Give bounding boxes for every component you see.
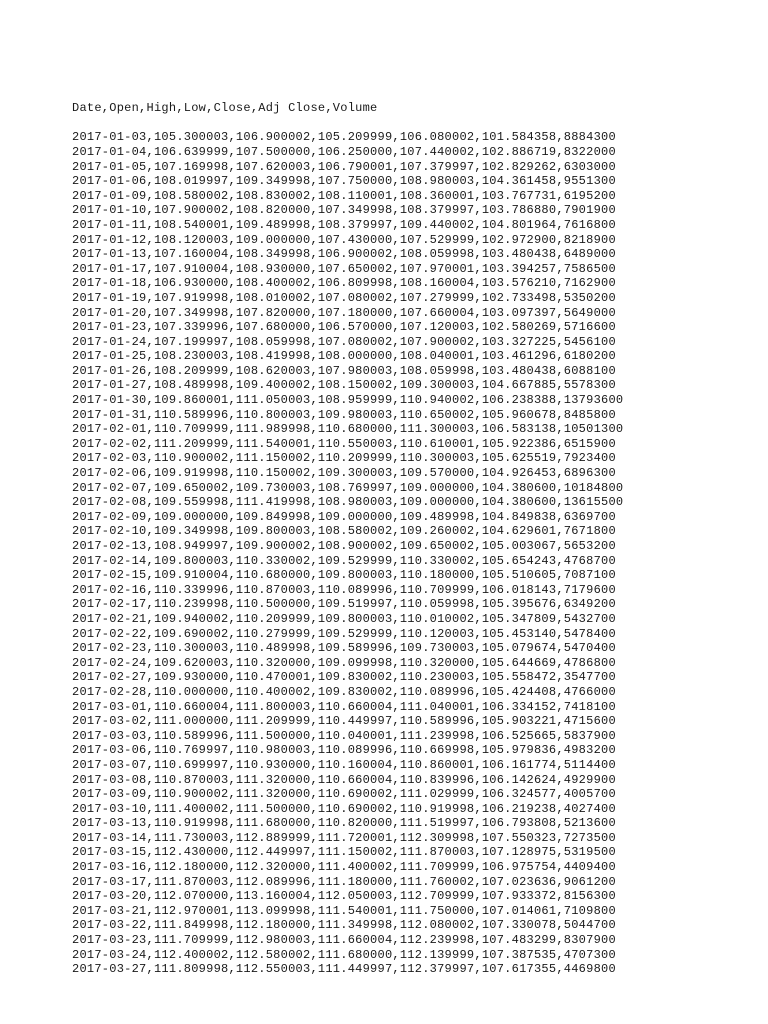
csv-data-row: 2017-02-16,110.339996,110.870003,110.089996,110.709999,106.018143,7179600 [72, 582, 616, 597]
csv-data-row: 2017-02-08,109.559998,111.419998,108.980003,109.000000,104.380600,13615500 [72, 495, 624, 510]
csv-data-row: 2017-02-21,109.940002,110.209999,109.800003,110.010002,105.347809,5432700 [72, 611, 616, 626]
csv-data-row: 2017-03-10,111.400002,111.500000,110.690002,110.919998,106.219238,4027400 [72, 801, 616, 816]
csv-data-row: 2017-03-08,110.870003,111.320000,110.660004,110.839996,106.142624,4929900 [72, 772, 616, 787]
csv-data-row: 2017-01-18,106.930000,108.400002,106.809998,108.160004,103.576210,7162900 [72, 276, 616, 291]
csv-data-row: 2017-01-26,108.209999,108.620003,107.980003,108.059998,103.480438,6088100 [72, 363, 616, 378]
csv-data-row: 2017-01-04,106.639999,107.500000,106.250000,107.440002,102.886719,8322000 [72, 144, 616, 159]
csv-data-row: 2017-02-17,110.239998,110.500000,109.519997,110.059998,105.395676,6349200 [72, 597, 616, 612]
csv-data-row: 2017-02-01,110.709999,111.989998,110.680000,111.300003,106.583138,10501300 [72, 422, 624, 437]
csv-data-row: 2017-01-24,107.199997,108.059998,107.080002,107.900002,103.327225,5456100 [72, 334, 616, 349]
csv-document [72, 72, 623, 977]
csv-data-row: 2017-01-31,110.589996,110.800003,109.980003,110.650002,105.960678,8485800 [72, 407, 616, 422]
csv-data-row: 2017-02-06,109.919998,110.150002,109.300003,109.570000,104.926453,6896300 [72, 466, 616, 481]
csv-data-row: 2017-03-01,110.660004,111.800003,110.660004,111.040001,106.334152,7418100 [72, 699, 616, 714]
csv-data-row: 2017-02-15,109.910004,110.680000,109.800003,110.180000,105.510605,7087100 [72, 568, 616, 583]
csv-data-row: 2017-01-27,108.489998,109.400002,108.150002,109.300003,104.667885,5578300 [72, 378, 616, 393]
csv-data-row: 2017-01-11,108.540001,109.489998,108.379997,109.440002,104.801964,7616800 [72, 217, 616, 232]
csv-data-row: 2017-02-07,109.650002,109.730003,108.769997,109.000000,104.380600,10184800 [72, 480, 624, 495]
csv-data-row: 2017-03-13,110.919998,111.680000,110.820000,111.519997,106.793808,5213600 [72, 816, 616, 831]
csv-data-row: 2017-02-14,109.800003,110.330002,109.529999,110.330002,105.654243,4768700 [72, 553, 616, 568]
csv-data-row: 2017-01-03,105.300003,106.900002,105.209999,106.080002,101.584358,8884300 [72, 130, 616, 145]
csv-data-row: 2017-02-27,109.930000,110.470001,109.830002,110.230003,105.558472,3547700 [72, 670, 616, 685]
csv-data-row: 2017-02-13,108.949997,109.900002,108.900002,109.650002,105.003067,5653200 [72, 539, 616, 553]
csv-data-row: 2017-02-22,109.690002,110.279999,109.529999,110.120003,105.453140,5478400 [72, 626, 616, 641]
csv-data-row: 2017-01-19,107.919998,108.010002,107.080002,107.279999,102.733498,5350200 [72, 290, 616, 305]
csv-data-row: 2017-02-23,110.300003,110.489998,109.589996,109.730003,105.079674,5470400 [72, 641, 616, 656]
csv-data-row: 2017-02-10,109.349998,109.800003,108.580002,109.260002,104.629601,7671800 [72, 524, 616, 539]
csv-data-row: 2017-03-17,111.870003,112.089996,111.180000,111.760002,107.023636,9061200 [72, 874, 616, 889]
csv-data-row: 2017-01-20,107.349998,107.820000,107.180000,107.660004,103.097397,5649000 [72, 305, 616, 320]
csv-data-row: 2017-03-24,112.400002,112.580002,111.680000,112.139999,107.387535,4707300 [72, 947, 616, 962]
csv-data-row: 2017-03-21,112.970001,113.099998,111.540001,111.750000,107.014061,7109800 [72, 903, 616, 918]
csv-data-row: 2017-01-17,107.910004,108.930000,107.650002,107.970001,103.394257,7586500 [72, 261, 616, 276]
csv-data-row: 2017-03-23,111.709999,112.980003,111.660004,112.239998,107.483299,8307900 [72, 933, 616, 948]
csv-data-row: 2017-03-22,111.849998,112.180000,111.349998,112.080002,107.330078,5044700 [72, 918, 616, 933]
csv-data-row: 2017-01-12,108.120003,109.000000,107.430000,107.529999,102.972900,8218900 [72, 232, 616, 247]
csv-data-row: 2017-02-28,110.000000,110.400002,109.830002,110.089996,105.424408,4766000 [72, 684, 616, 699]
csv-data-row: 2017-03-07,110.699997,110.930000,110.160004,110.860001,106.161774,5114400 [72, 757, 616, 772]
csv-data-row: 2017-03-03,110.589996,111.500000,110.040001,111.239998,106.525665,5837900 [72, 728, 616, 743]
csv-data-row: 2017-03-27,111.809998,112.550003,111.449997,112.379997,107.617355,4469800 [72, 962, 616, 977]
csv-data-row: 2017-02-03,110.900002,111.150002,110.209999,110.300003,105.625519,7923400 [72, 451, 616, 466]
csv-data-row: 2017-03-14,111.730003,112.889999,111.720001,112.309998,107.550323,7273500 [72, 830, 616, 845]
csv-data-row: 2017-01-06,108.019997,109.349998,107.750000,108.980003,104.361458,9551300 [72, 174, 616, 189]
csv-header-row: Date,Open,High,Low,Close,Adj Close,Volume [72, 101, 378, 116]
csv-data-row: 2017-02-09,109.000000,109.849998,109.000000,109.489998,104.849838,6369700 [72, 509, 616, 524]
csv-data-row: 2017-01-13,107.160004,108.349998,106.900002,108.059998,103.480438,6489000 [72, 247, 616, 262]
csv-data-row: 2017-02-24,109.620003,110.320000,109.099998,110.320000,105.644669,4786800 [72, 655, 616, 670]
csv-data-row: 2017-01-09,108.580002,108.830002,108.110001,108.360001,103.767731,6195200 [72, 188, 616, 203]
csv-data-row: 2017-01-23,107.339996,107.680000,106.570000,107.120003,102.580269,5716600 [72, 320, 616, 335]
csv-data-row: 2017-03-02,111.000000,111.209999,110.449997,110.589996,105.903221,4715600 [72, 714, 616, 729]
csv-data-row: 2017-03-20,112.070000,113.160004,112.050003,112.709999,107.933372,8156300 [72, 889, 616, 904]
csv-data-row: 2017-03-15,112.430000,112.449997,111.150002,111.870003,107.128975,5319500 [72, 845, 616, 860]
csv-data-row: 2017-03-16,112.180000,112.320000,111.400002,111.709999,106.975754,4409400 [72, 860, 616, 875]
csv-data-row: 2017-03-06,110.769997,110.980003,110.089996,110.669998,105.979836,4983200 [72, 743, 616, 758]
csv-data-row: 2017-01-25,108.230003,108.419998,108.000000,108.040001,103.461296,6180200 [72, 349, 616, 364]
csv-data-row: 2017-01-30,109.860001,111.050003,108.959999,110.940002,106.238388,13793600 [72, 393, 624, 408]
csv-data-row: 2017-01-10,107.900002,108.820000,107.349998,108.379997,103.786880,7901900 [72, 203, 616, 218]
csv-data-row: 2017-02-02,111.209999,111.540001,110.550003,110.610001,105.922386,6515900 [72, 436, 616, 451]
csv-data-row: 2017-03-09,110.900002,111.320000,110.690002,111.029999,106.324577,4005700 [72, 787, 616, 802]
csv-data-row: 2017-01-05,107.169998,107.620003,106.790001,107.379997,102.829262,6303000 [72, 159, 616, 174]
